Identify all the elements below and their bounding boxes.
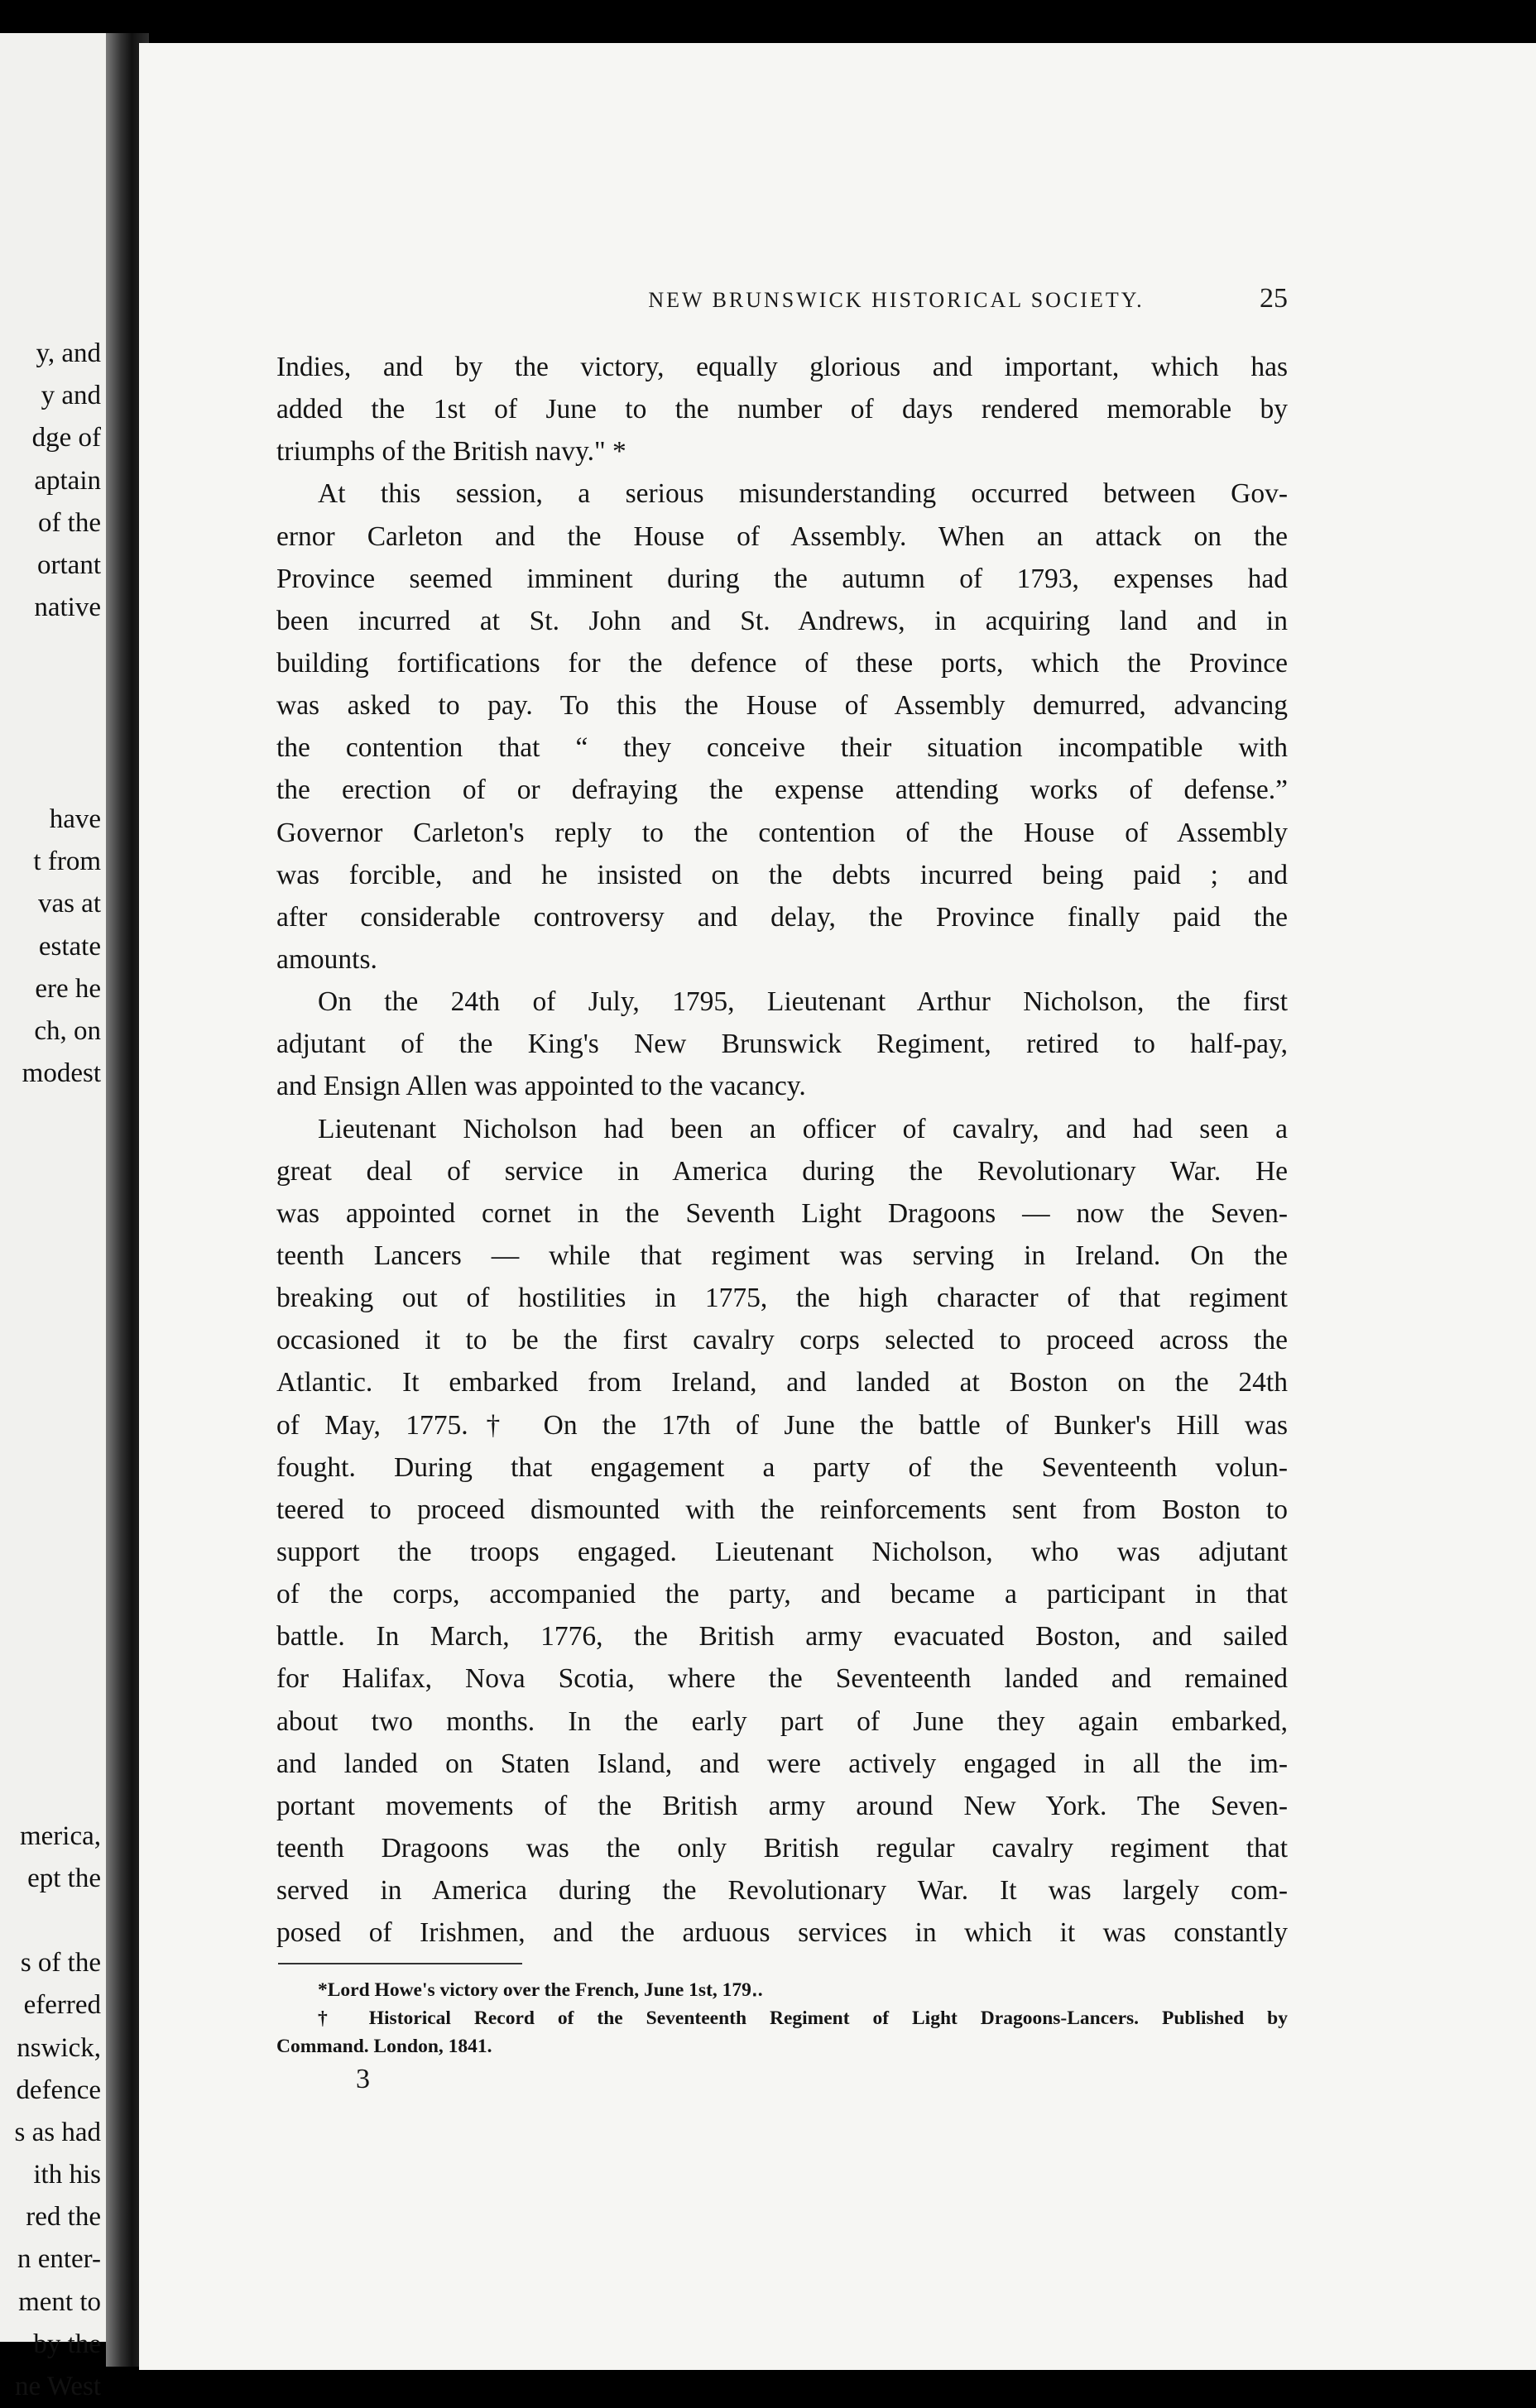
text-line: portant movements of the British army around New York. The Seven-	[276, 1790, 1288, 1821]
facing-page-line: n enter-	[17, 2244, 101, 2275]
facing-page-line	[0, 1180, 101, 1222]
facing-page-text	[0, 333, 101, 2408]
facing-page-line: red the	[26, 2202, 101, 2233]
footnote-continuation: Command. London, 1841.	[276, 2036, 492, 2057]
facing-page-line: ith his	[33, 2160, 101, 2190]
facing-page-line: modest	[22, 1058, 101, 1089]
facing-page-line: have	[49, 804, 101, 835]
facing-page-line: eferred	[23, 1990, 101, 2021]
text-line: was asked to pay. To this the House of Assembly demurred, advancing	[276, 690, 1288, 722]
facing-page-line	[0, 1646, 101, 1688]
facing-page-line: ne West	[15, 2372, 101, 2401]
facing-page-line: merica,	[19, 1820, 101, 1851]
text-line: and Ensign Allen was appointed to the vacancy.	[276, 1071, 806, 1102]
text-line: amounts.	[276, 943, 377, 975]
facing-page-line	[0, 1307, 101, 1349]
running-head: NEW BRUNSWICK HISTORICAL SOCIETY.	[648, 288, 1145, 312]
text-line: Province seemed imminent during the autumn of 1793, expenses had	[276, 563, 1288, 594]
facing-page-line	[0, 1138, 101, 1180]
facing-page-line: ept the	[27, 1863, 101, 1893]
facing-page-line	[0, 1730, 101, 1772]
facing-page-line: y, and	[36, 338, 101, 368]
facing-page-line: ment to	[18, 2286, 101, 2317]
footnote: *Lord Howe's victory over the French, June 1st, 179․.	[318, 1979, 763, 2001]
facing-page-line	[0, 714, 101, 756]
facing-page-line: defence	[16, 2075, 101, 2105]
facing-page-line: s as had	[14, 2117, 101, 2147]
facing-page-line	[0, 1518, 101, 1561]
facing-page-edge	[0, 33, 106, 2401]
text-line: teered to proceed dismounted with the reinforcements sent from Boston to	[276, 1494, 1288, 1525]
text-line: triumphs of the British navy." *	[276, 436, 626, 468]
facing-page-line	[0, 1604, 101, 1646]
facing-page-line	[0, 1434, 101, 1476]
text-line: building fortifications for the defence of these ports, which the Province	[276, 647, 1288, 679]
facing-page-line	[0, 1561, 101, 1603]
footnotes	[276, 1976, 1288, 2060]
text-line: was appointed cornet in the Seventh Light Dragoons — now the Seven-	[276, 1197, 1288, 1229]
facing-page-line: ch, on	[34, 1016, 101, 1046]
text-line: battle. In March, 1776, the British army evacuated Boston, and sailed	[276, 1621, 1288, 1653]
facing-page-line	[0, 756, 101, 799]
facing-page-line: y and	[41, 381, 101, 411]
facing-page-line: ortant	[37, 549, 101, 580]
text-line: Indies, and by the victory, equally glorious and important, which has	[276, 352, 1288, 382]
text-line: Lieutenant Nicholson had been an officer of cavalry, and had seen a	[318, 1113, 1288, 1144]
facing-page-line: dge of	[31, 423, 101, 453]
facing-page-line: t from	[33, 847, 101, 877]
facing-page-line: by the	[33, 2329, 101, 2359]
facing-page-line	[0, 672, 101, 714]
facing-page-line	[0, 1392, 101, 1434]
text-line: Atlantic. It embarked from Ireland, and landed at Boston on the 24th	[276, 1367, 1288, 1398]
facing-page-line	[0, 1688, 101, 1730]
text-line: after considerable controversy and delay, the Province finally paid the	[276, 901, 1288, 933]
text-line: was forcible, and he insisted on the debts incurred being paid ; and	[276, 859, 1288, 890]
text-line: ernor Carleton and the House of Assembly. When an attack on the	[276, 520, 1288, 552]
text-line: been incurred at St. John and St. Andrews, in acquiring land and in	[276, 605, 1288, 636]
facing-page-line	[0, 1264, 101, 1307]
text-line: served in America during the Revolutionary War. It was largely com-	[276, 1875, 1288, 1907]
text-line: great deal of service in America during the Revolutionary War. He	[276, 1155, 1288, 1187]
page	[139, 43, 1536, 2370]
text-line: added the 1st of June to the number of days rendered memorable by	[276, 394, 1288, 425]
page-number: 25	[1260, 283, 1288, 314]
facing-page-line: estate	[38, 931, 101, 962]
facing-page-line	[0, 1095, 101, 1137]
footnote: † Historical Record of the Seventeenth Regiment of Light Dragoons-Lancers. Published by	[318, 2007, 1288, 2029]
text-line: support the troops engaged. Lieutenant Nicholson, who was adjutant	[276, 1536, 1288, 1567]
text-line: posed of Irishmen, and the arduous services in which it was constantly	[276, 1917, 1288, 1949]
text-line: breaking out of hostilities in 1775, the high character of that regiment	[276, 1283, 1288, 1314]
facing-page-line: native	[34, 592, 101, 623]
text-line: adjutant of the King's New Brunswick Regiment, retired to half-pay,	[276, 1029, 1288, 1060]
facing-page-line	[0, 1350, 101, 1392]
text-line: the contention that “ they conceive their situation incompatible with	[276, 732, 1288, 764]
facing-page-line: of the	[37, 507, 101, 538]
body-text	[276, 346, 1288, 1954]
footnote-rule	[278, 1963, 522, 1964]
facing-page-line: s of the	[20, 1948, 101, 1979]
facing-page-line: nswick,	[17, 2032, 101, 2063]
text-line: of May, 1775.† On the 17th of June the battle of Bunker's Hill was	[276, 1409, 1288, 1441]
text-line: of the corps, accompanied the party, and became a participant in that	[276, 1579, 1288, 1610]
facing-page-line	[0, 1772, 101, 1815]
facing-page-line: aptain	[34, 465, 101, 496]
facing-page-line	[0, 1476, 101, 1518]
text-line: about two months. In the early part of June they again embarked,	[276, 1705, 1288, 1737]
text-line: and landed on Staten Island, and were actively engaged in all the im-	[276, 1748, 1288, 1779]
facing-page-line	[0, 1900, 101, 1942]
facing-page-line: vas at	[37, 889, 101, 919]
facing-page-line: ere he	[35, 973, 101, 1004]
text-line: fought. During that engagement a party of the Seventeenth volun-	[276, 1451, 1288, 1483]
text-line: At this session, a serious misunderstanding occurred between Gov-	[318, 478, 1288, 510]
text-line: for Halifax, Nova Scotia, where the Seventeenth landed and remained	[276, 1663, 1288, 1695]
text-line: the erection of or defraying the expense attending works of defense.”	[276, 775, 1288, 806]
facing-page-line	[0, 1222, 101, 1264]
text-line: teenth Dragoons was the only British regular cavalry regiment that	[276, 1832, 1288, 1864]
text-line: On the 24th of July, 1795, Lieutenant Arthur Nicholson, the first	[318, 986, 1288, 1018]
text-line: occasioned it to be the first cavalry corps selected to proceed across the	[276, 1325, 1288, 1356]
signature-mark: 3	[356, 2064, 370, 2094]
text-line: teenth Lancers — while that regiment was serving in Ireland. On the	[276, 1240, 1288, 1271]
facing-page-line	[0, 629, 101, 671]
text-line: Governor Carleton's reply to the contention of the House of Assembly	[276, 817, 1288, 848]
